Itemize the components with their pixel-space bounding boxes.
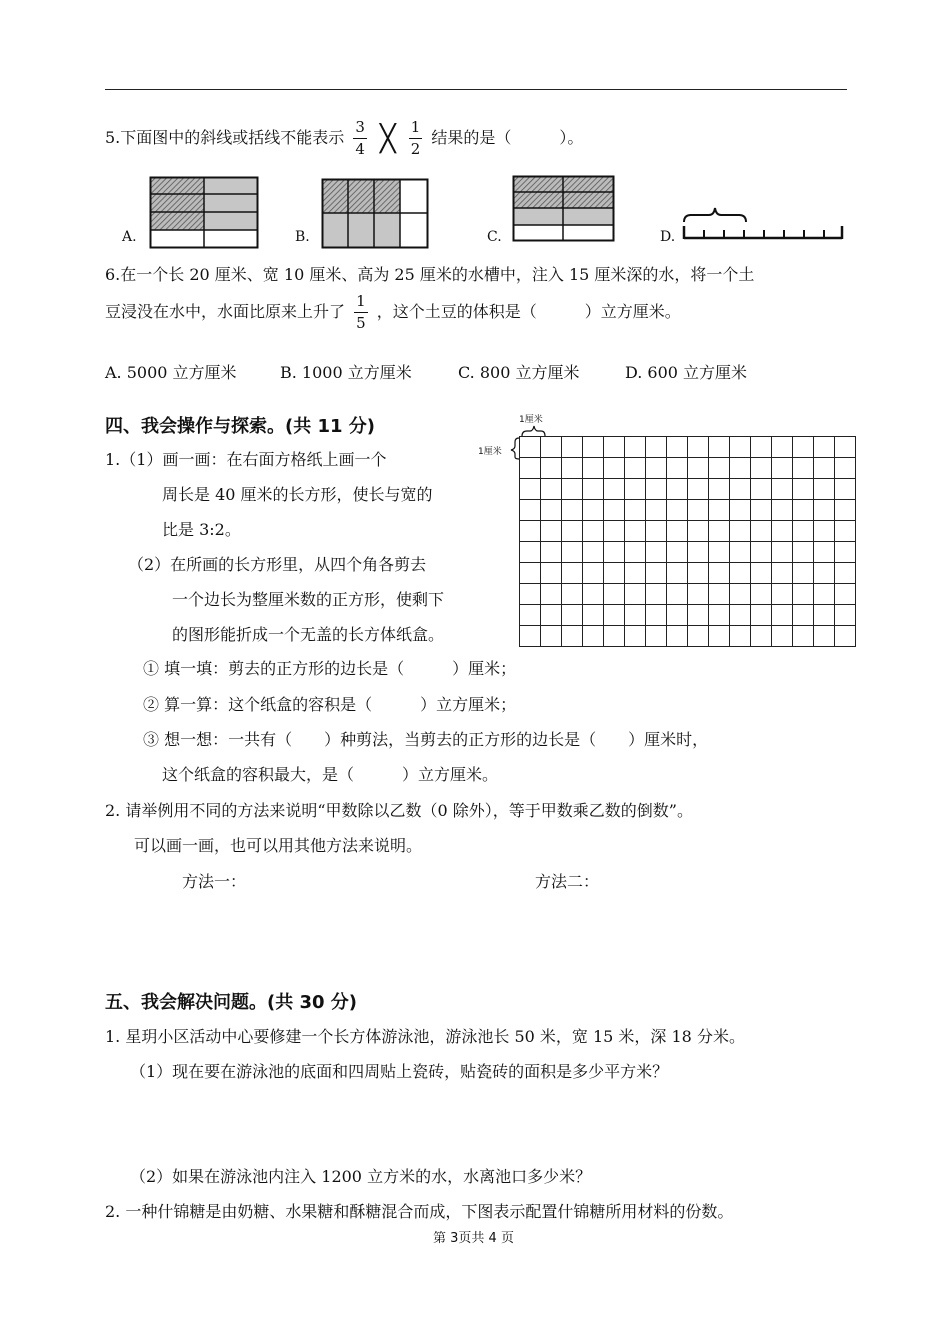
q6-option-d: D. 600 立方厘米 — [625, 363, 748, 382]
s4-sub2: ② 算一算：这个纸盒的容积是（ ）立方厘米； — [143, 695, 517, 714]
s4-sub1: ① 填一填：剪去的正方形的边长是（ ）厘米； — [143, 659, 517, 678]
q5-label-c: C. — [487, 229, 502, 245]
s5-q1-2: （2）如果在游泳池内注入 1200 立方米的水，水离池口多少米？ — [130, 1167, 592, 1186]
q6-option-b: B. 1000 立方厘米 — [280, 363, 412, 382]
s5-q1-1: （1）现在要在游泳池的底面和四周贴上瓷砖，贴瓷砖的面积是多少平方米？ — [130, 1062, 669, 1081]
q5-label-d: D. — [660, 229, 676, 245]
s4-sub3b: 这个纸盒的容积最大，是（ ）立方厘米。 — [162, 765, 499, 784]
section5-title: 五、我会解决问题。(共 30 分) — [105, 992, 358, 1013]
q6-fraction: $\frac{1}{5}$ — [356, 292, 366, 332]
page-footer: 第 3页共 4 页 — [433, 1231, 514, 1246]
q5-figure-b — [322, 179, 428, 249]
q5-fraction-2: $\frac{1}{2}$ — [410, 118, 421, 158]
s4-q2-line2: 可以画一画，也可以用其他方法来说明。 — [134, 836, 423, 855]
q6-line1: 6.在一个长 20 厘米、宽 10 厘米、高为 25 厘米的水槽中，注入 15 厘米深的水，将一个土 — [105, 265, 755, 284]
s4-q1-line2: 周长是 40 厘米的长方形，使长与宽的 — [162, 485, 433, 504]
q5-label-b: B. — [295, 229, 310, 245]
q5-fraction-1: $\frac{3}{4}$ — [355, 118, 365, 158]
s5-q1: 1. 星玥小区活动中心要修建一个长方体游泳池，游泳池长 50 米，宽 15 米，深 18 分米。 — [105, 1027, 745, 1046]
s4-method1: 方法一： — [182, 872, 247, 891]
q6-line2: 豆浸没在水中，水面比原来上升了 $\frac{1}{5}$ ，这个土豆的体积是（ ）立方厘米。 — [105, 292, 681, 332]
grid-label-left: 1厘米 — [478, 447, 502, 457]
q5-label-a: A. — [122, 229, 137, 245]
q5-figure-c — [513, 176, 614, 242]
s4-q1-line5: 一个边长为整厘米数的正方形，使剩下 — [172, 590, 445, 609]
s4-method2: 方法二： — [535, 872, 600, 891]
q5-figure-d-number-line — [682, 206, 844, 242]
s4-q1-line3: 比是 3:2。 — [162, 520, 241, 539]
q6-option-a: A. 5000 立方厘米 — [105, 363, 237, 382]
s4-sub3: ③ 想一想：一共有（ ）种剪法，当剪去的正方形的边长是（ ）厘米时， — [143, 730, 709, 749]
s4-q1-line1: 1.（1）画一画：在右面方格纸上画一个 — [105, 450, 387, 469]
s4-q1-line6: 的图形能折成一个无盖的长方体纸盒。 — [172, 625, 445, 644]
grid-paper[interactable] — [519, 436, 856, 647]
q5-suffix: 结果的是（ ）。 — [431, 128, 584, 147]
times-sign: ╳ — [380, 123, 396, 154]
section4-title: 四、我会操作与探索。(共 11 分) — [105, 416, 376, 437]
s5-q2: 2. 一种什锦糖是由奶糖、水果糖和酥糖混合而成，下图表示配置什锦糖所用材料的份数。 — [105, 1202, 734, 1221]
s4-q1-line4: （2）在所画的长方形里，从四个角各剪去 — [128, 555, 427, 574]
header-rule — [105, 89, 847, 90]
q5-prefix: 5.下面图中的斜线或括线不能表示 — [105, 128, 345, 147]
q6-option-c: C. 800 立方厘米 — [458, 363, 580, 382]
grid-label-top: 1厘米 — [519, 415, 543, 425]
q5-figure-a — [150, 177, 258, 249]
s4-q2-line1: 2. 请举例用不同的方法来说明“甲数除以乙数（0 除外），等于甲数乘乙数的倒数”。 — [105, 801, 693, 820]
q5-prompt — [105, 120, 583, 157]
